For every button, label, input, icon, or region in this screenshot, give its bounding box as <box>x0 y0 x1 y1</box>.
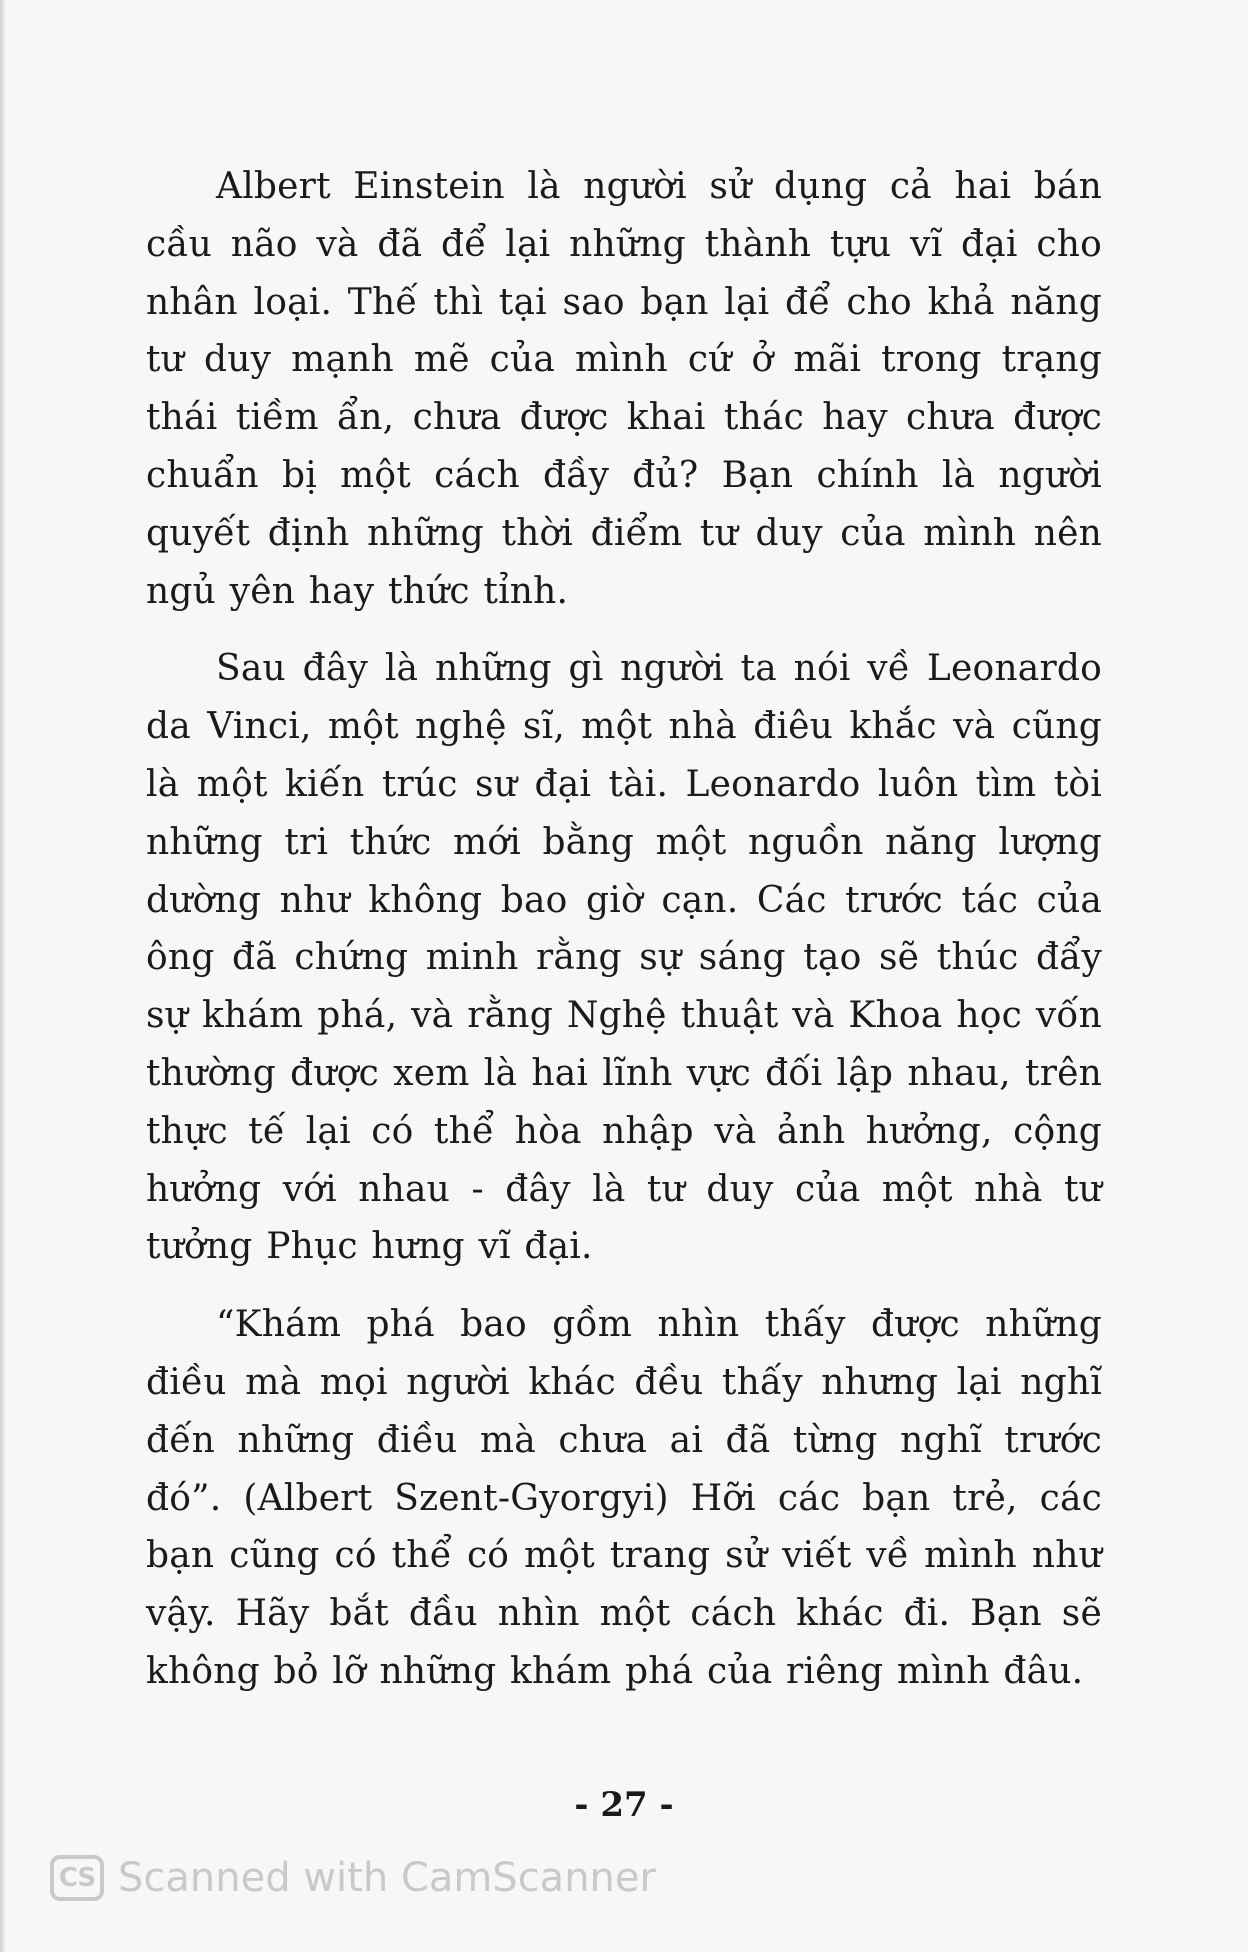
paragraph-einstein: Albert Einstein là người sử dụng cả hai bán cầu não và đã để lại những thành tựu vĩ đại cho nhân loại. Thế thì tại sao bạn lại để cho khả năng tư duy mạnh mẽ của mình cứ ở mãi trong trạng thái tiềm ẩn, chưa được khai thác hay chưa được chuẩn bị một cách đầy đủ? Bạn chính là người quyết định những thời điểm tư duy của mình nên ngủ yên hay thức tỉnh. <box>146 166 1102 612</box>
watermark-text: Scanned with CamScanner <box>118 1855 656 1901</box>
paragraph-leonardo: Sau đây là những gì người ta nói về Leonardo da Vinci, một nghệ sĩ, một nhà điêu khắc và cũng là một kiến trúc sư đại tài. Leonardo luôn tìm tòi những tri thức mới bằng một nguồn năng lượng dường như không bao giờ cạn. Các trước tác của ông đã chứng minh rằng sự sáng tạo sẽ thúc đẩy sự khám phá, và rằng Nghệ thuật và Khoa học vốn thường được xem là hai lĩnh vực đối lập nhau, trên thực tế lại có thể hòa nhập và ảnh hưởng, cộng hưởng với nhau - đây là tư duy của một nhà tư tưởng Phục hưng vĩ đại. <box>146 648 1102 1268</box>
page-number: - 27 - <box>574 1785 674 1825</box>
body-text <box>146 158 1102 1721</box>
page-binding-edge <box>0 0 6 1952</box>
camscanner-watermark <box>50 1855 656 1901</box>
paragraph-quote: “Khám phá bao gồm nhìn thấy được những điều mà mọi người khác đều thấy nhưng lại nghĩ đến những điều mà chưa ai đã từng nghĩ trước đó”. (Albert Szent-Gyorgyi) Hỡi các bạn trẻ, các bạn cũng có thể có một trang sử viết về mình như vậy. Hãy bắt đầu nhìn một cách khác đi. Bạn sẽ không bỏ lỡ những khám phá của riêng mình đâu. <box>146 1304 1102 1692</box>
camscanner-logo-icon: CS <box>50 1855 104 1901</box>
